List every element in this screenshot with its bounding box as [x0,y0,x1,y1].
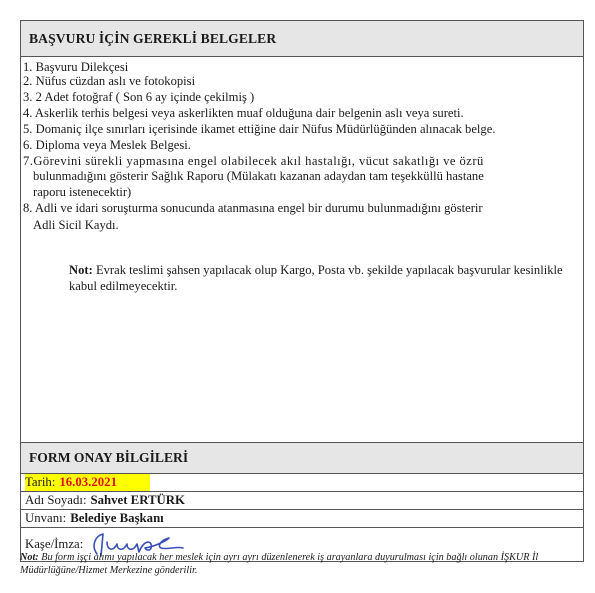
form-approval-title: FORM ONAY BİLGİLERİ [29,450,189,465]
name-row [21,492,583,510]
date-row [21,474,583,492]
application-form [20,20,584,562]
document-item-5: 5. Domaniç ilçe sınırları içerisinde ikamet ettiğine dair Nüfus Müdürlüğünden alınacak belge. [23,122,496,136]
document-item-6: 6. Diploma veya Meslek Belgesi. [23,138,191,152]
delivery-note [69,262,569,294]
document-item-3: 3. 2 Adet fotoğraf ( Son 6 ay içinde çekilmiş ) [23,90,255,104]
document-item-7-line-2: bulunmadığını gösterir Sağlık Raporu (Mülakatı kazanan adaydan tam teşekküllü hastane [33,169,484,183]
document-item-1: 1. Başvuru Dilekçesi [23,60,129,74]
position-value: Belediye Başkanı [70,511,164,525]
date-highlight [25,474,150,491]
required-documents-title: BAŞVURU İÇİN GEREKLİ BELGELER [29,30,277,46]
delivery-note-label: Not: [69,263,93,277]
document-item-8-line-1: 8. Adli ve idari soruşturma sonucunda atanmasına engel bir durumu bulunmadığını gösterir [23,201,483,215]
position-label: Unvanı: [25,511,67,525]
document-item-8-line-2: Adli Sicil Kaydı. [33,218,119,232]
form-footer-note [20,551,584,577]
footer-note-text: Bu form işçi alımı yapılacak her meslek için ayrı ayrı düzenlenerek iş arayanlara duyurulması için bağlı olunan İŞKUR İl Müdürlüğüne/Hizmet Merkezine gönderilir. [20,552,539,576]
document-item-4: 4. Askerlik terhis belgesi veya askerlikten muaf olduğuna dair belgenin aslı veya sureti. [23,106,464,120]
document-item-2: 2. Nüfus cüzdan aslı ve fotokopisi [23,74,196,88]
name-label: Adı Soyadı: [25,493,87,507]
delivery-note-text: Evrak teslimi şahsen yapılacak olup Kargo, Posta vb. şekilde yapılacak başvurular kesinlikle kabul edilmeyecektir. [69,263,563,293]
position-row [21,510,583,528]
document-item-7-line-3: raporu istenecektir) [33,185,132,199]
form-approval-header [21,443,583,474]
date-value: 16.03.2021 [59,475,117,489]
footer-note-label: Not: [20,552,39,563]
signature-label: Kaşe/İmza: [25,537,84,551]
required-documents-header [21,21,583,57]
name-value: Sahvet ERTÜRK [90,493,185,507]
document-item-7-line-1: 7.Görevini sürekli yapmasına engel olabilecek akıl hastalığı, vücut sakatlığı ve özrü [23,154,484,168]
date-label: Tarih: [25,475,56,489]
required-documents-list [21,57,583,443]
